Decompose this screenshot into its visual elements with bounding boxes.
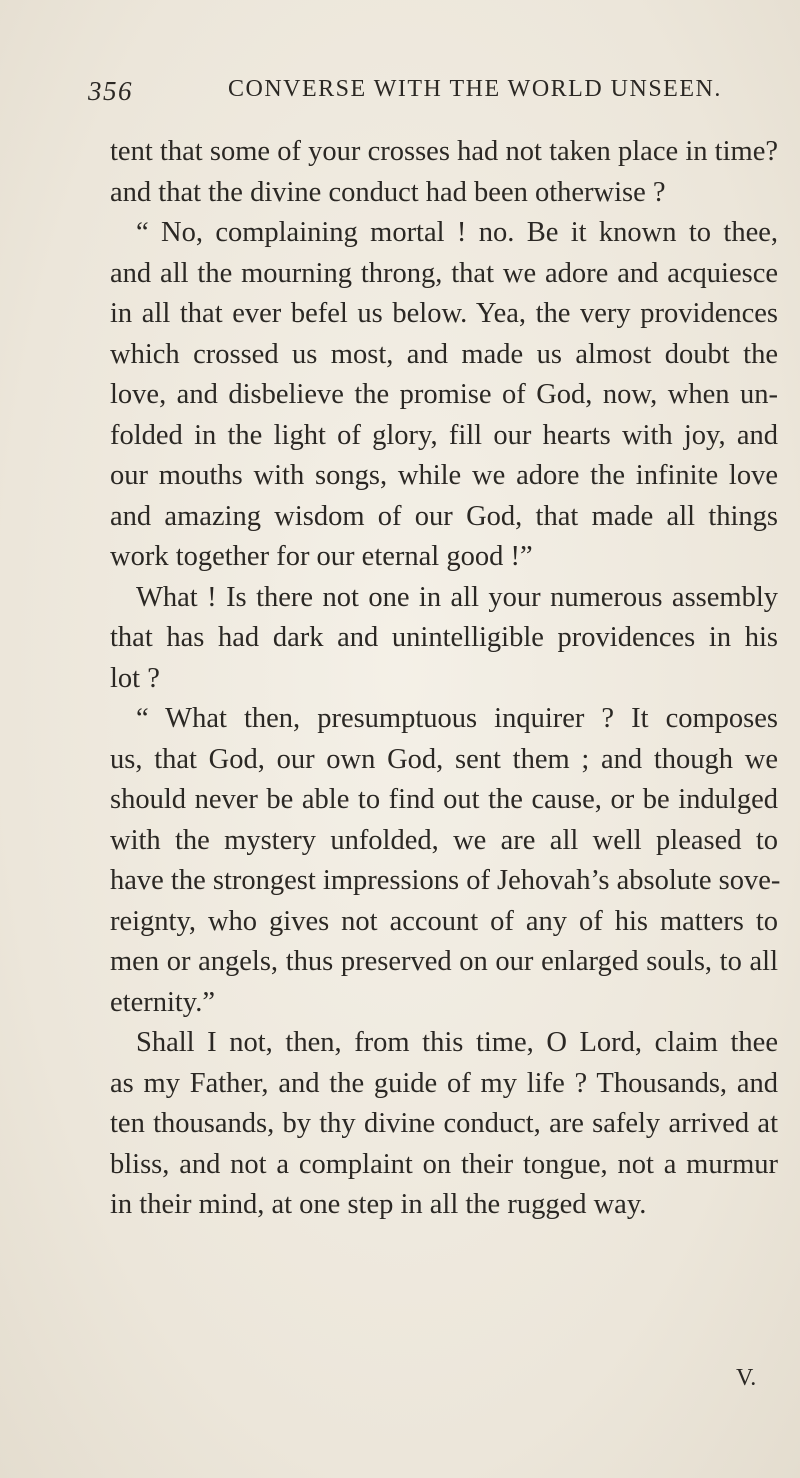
text-line: in their mind, at one step in all the rugged way.	[110, 1189, 647, 1220]
text-line: as my Father, and the guide of my life ? Thousands, and	[110, 1067, 778, 1099]
running-title: CONVERSE WITH THE WORLD UNSEEN.	[228, 76, 722, 102]
text-line: in all that ever befel us below. Yea, the very providences	[110, 298, 778, 329]
catchword: V.	[736, 1365, 757, 1391]
text-line: our mouths with songs, while we adore the infinite love	[110, 460, 778, 491]
text-line: tent that some of your crosses had not taken place in time?	[110, 136, 778, 167]
text-line: “ What then, presumptuous inquirer ? It composes	[136, 703, 778, 734]
text-line: “ No, complaining mortal ! no. Be it known to thee,	[136, 217, 778, 248]
text-line: lot ?	[110, 662, 160, 694]
text-line: have the strongest impressions of Jehovah’s absolute sove-	[110, 865, 781, 896]
text-line: reignty, who gives not account of any of his matters to	[110, 905, 778, 937]
text-line: folded in the light of glory, fill our hearts with joy, and	[110, 419, 778, 451]
text-line: and amazing wisdom of our God, that made all things	[110, 500, 778, 532]
text-line: bliss, and not a complaint on their tongue, not a murmur	[110, 1148, 778, 1180]
running-head	[88, 76, 748, 110]
body-text	[110, 132, 781, 1226]
text-line: love, and disbelieve the promise of God, now, when un-	[110, 379, 778, 410]
text-line: which crossed us most, and made us almost doubt the	[110, 338, 778, 370]
text-line: work together for our eternal good !”	[110, 541, 533, 572]
page-number: 356	[88, 76, 133, 106]
text-line: should never be able to find out the cause, or be indulged	[110, 784, 778, 815]
text-line: ten thousands, by thy divine conduct, are safely arrived at	[110, 1108, 778, 1139]
text-line: and all the mourning throng, that we adore and acquiesce	[110, 257, 778, 289]
text-line: eternity.”	[110, 986, 215, 1018]
text-line: us, that God, our own God, sent them ; and though we	[110, 743, 778, 775]
text-line: and that the divine conduct had been otherwise ?	[110, 176, 666, 208]
text-line: with the mystery unfolded, we are all well pleased to	[110, 824, 778, 856]
text-line: men or angels, thus preserved on our enlarged souls, to all	[110, 946, 778, 977]
text-line: What ! Is there not one in all your numerous assembly	[136, 581, 778, 613]
text-line: Shall I not, then, from this time, O Lord, claim thee	[136, 1027, 778, 1058]
text-line: that has had dark and unintelligible providences in his	[110, 622, 778, 653]
